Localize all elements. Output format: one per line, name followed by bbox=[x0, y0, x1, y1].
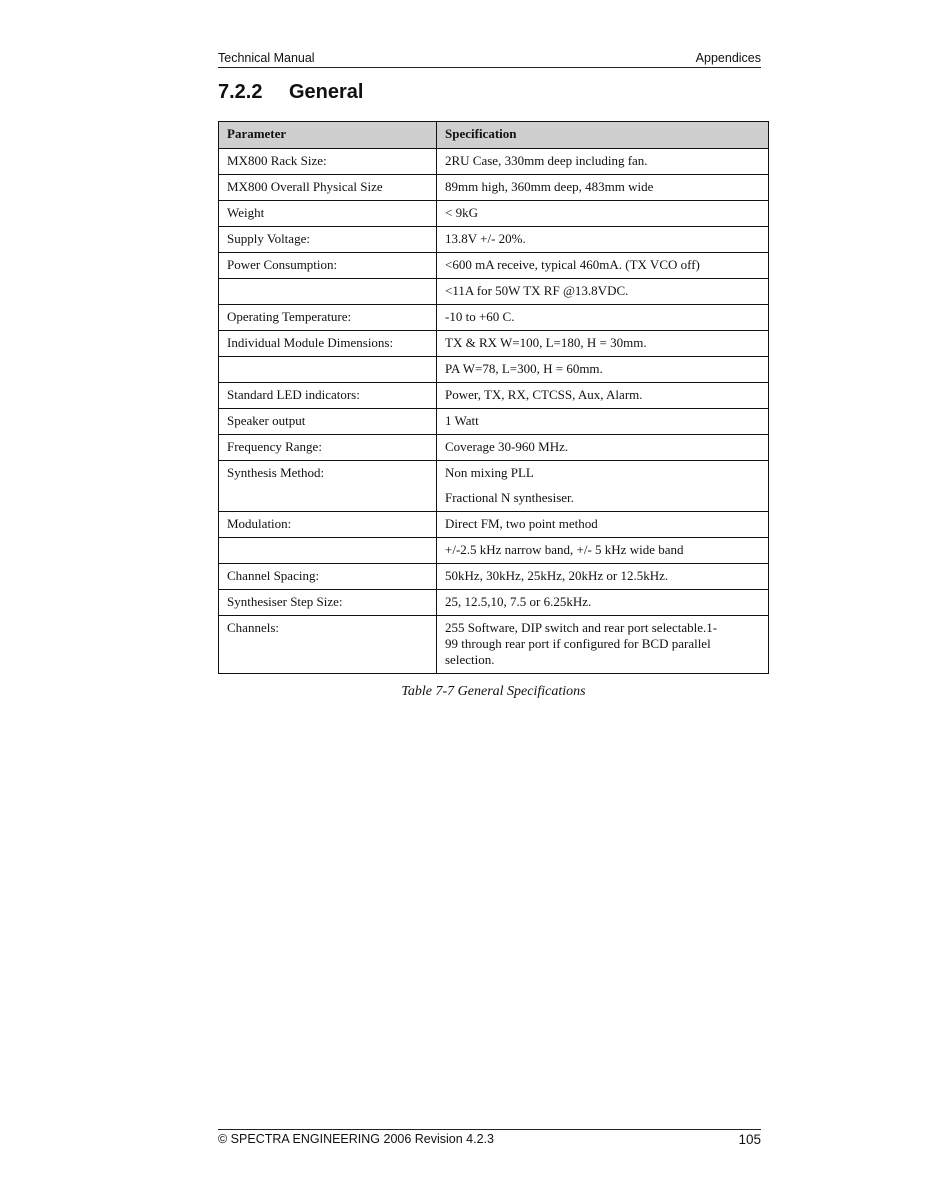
specification-line: 255 Software, DIP switch and rear port selectable.1- bbox=[445, 620, 718, 635]
specification-cell bbox=[437, 357, 769, 383]
table-caption: Table 7-7 General Specifications bbox=[401, 684, 586, 699]
parameter-cell: MX800 Overall Physical Size bbox=[219, 175, 437, 201]
specification-line: selection. bbox=[445, 652, 495, 667]
table-row bbox=[219, 461, 769, 512]
parameter-cell bbox=[219, 538, 437, 564]
specification-line: -10 to +60 C. bbox=[445, 309, 515, 324]
specification-line: Direct FM, two point method bbox=[445, 516, 598, 531]
parameter-cell: Individual Module Dimensions: bbox=[219, 331, 437, 357]
specification-line: Power, TX, RX, CTCSS, Aux, Alarm. bbox=[445, 387, 643, 402]
specification-cell bbox=[437, 435, 769, 461]
specification-cell bbox=[437, 616, 769, 674]
table-row bbox=[219, 435, 769, 461]
specification-cell bbox=[437, 201, 769, 227]
table-row bbox=[219, 590, 769, 616]
table-row bbox=[219, 512, 769, 538]
specification-line: <600 mA receive, typical 460mA. (TX VCO off) bbox=[445, 257, 700, 272]
specification-line: Coverage 30-960 MHz. bbox=[445, 439, 569, 454]
parameter-cell: Power Consumption: bbox=[219, 253, 437, 279]
page-footer bbox=[218, 1129, 761, 1147]
header-left: Technical Manual bbox=[218, 51, 315, 65]
parameter-cell: Channel Spacing: bbox=[219, 564, 437, 590]
specification-line: TX & RX W=100, L=180, H = 30mm. bbox=[445, 335, 647, 350]
parameter-cell: Modulation: bbox=[219, 512, 437, 538]
specification-line: PA W=78, L=300, H = 60mm. bbox=[445, 361, 603, 376]
table-row bbox=[219, 201, 769, 227]
specification-cell bbox=[437, 590, 769, 616]
header-right: Appendices bbox=[695, 51, 761, 65]
specification-cell bbox=[437, 331, 769, 357]
specification-cell bbox=[437, 279, 769, 305]
section-title: General bbox=[289, 81, 364, 103]
table-row bbox=[219, 331, 769, 357]
parameter-cell: Synthesiser Step Size: bbox=[219, 590, 437, 616]
section-number: 7.2.2 bbox=[218, 81, 263, 103]
specification-line: +/-2.5 kHz narrow band, +/- 5 kHz wide band bbox=[445, 542, 684, 557]
table-row bbox=[219, 616, 769, 674]
specification-line: 13.8V +/- 20%. bbox=[445, 231, 526, 246]
column-header: Specification bbox=[437, 122, 769, 149]
specification-cell bbox=[437, 512, 769, 538]
parameter-cell: Operating Temperature: bbox=[219, 305, 437, 331]
parameter-cell: Synthesis Method: bbox=[219, 461, 437, 512]
footer-copyright: © SPECTRA ENGINEERING 2006 Revision 4.2.3 bbox=[218, 1132, 494, 1146]
specification-cell bbox=[437, 175, 769, 201]
table-row bbox=[219, 175, 769, 201]
specification-line: Non mixing PLL bbox=[445, 465, 534, 480]
table-row bbox=[219, 227, 769, 253]
section-heading bbox=[218, 81, 363, 104]
specification-cell bbox=[437, 538, 769, 564]
table-row bbox=[219, 409, 769, 435]
specification-cell bbox=[437, 564, 769, 590]
specification-cell bbox=[437, 305, 769, 331]
specification-line: 1 Watt bbox=[445, 413, 479, 428]
column-header: Parameter bbox=[219, 122, 437, 149]
specification-cell bbox=[437, 149, 769, 175]
specification-line: <11A for 50W TX RF @13.8VDC. bbox=[445, 283, 629, 298]
table-row bbox=[219, 357, 769, 383]
parameter-cell bbox=[219, 357, 437, 383]
spec-table bbox=[218, 121, 769, 674]
specification-line: 99 through rear port if configured for BCD parallel bbox=[445, 636, 711, 651]
specification-cell bbox=[437, 409, 769, 435]
parameter-cell: Speaker output bbox=[219, 409, 437, 435]
page-number: 105 bbox=[738, 1132, 761, 1147]
table-row bbox=[219, 305, 769, 331]
parameter-cell: Weight bbox=[219, 201, 437, 227]
table-row bbox=[219, 564, 769, 590]
table-row bbox=[219, 383, 769, 409]
table-row bbox=[219, 279, 769, 305]
table-body bbox=[219, 149, 769, 674]
parameter-cell: Standard LED indicators: bbox=[219, 383, 437, 409]
table-header-row bbox=[219, 122, 769, 149]
table-row bbox=[219, 253, 769, 279]
specification-line: 25, 12.5,10, 7.5 or 6.25kHz. bbox=[445, 594, 592, 609]
specification-line: 89mm high, 360mm deep, 483mm wide bbox=[445, 179, 654, 194]
page-header bbox=[218, 51, 761, 68]
specification-cell bbox=[437, 383, 769, 409]
parameter-cell bbox=[219, 279, 437, 305]
parameter-cell: Channels: bbox=[219, 616, 437, 674]
specification-line: Fractional N synthesiser. bbox=[445, 490, 574, 505]
parameter-cell: Supply Voltage: bbox=[219, 227, 437, 253]
parameter-cell: Frequency Range: bbox=[219, 435, 437, 461]
table-row bbox=[219, 149, 769, 175]
specification-line: < 9kG bbox=[445, 205, 478, 220]
specification-cell bbox=[437, 253, 769, 279]
specification-cell bbox=[437, 461, 769, 512]
specification-line: 2RU Case, 330mm deep including fan. bbox=[445, 153, 648, 168]
table-row bbox=[219, 538, 769, 564]
parameter-cell: MX800 Rack Size: bbox=[219, 149, 437, 175]
specification-line: 50kHz, 30kHz, 25kHz, 20kHz or 12.5kHz. bbox=[445, 568, 669, 583]
specification-cell bbox=[437, 227, 769, 253]
